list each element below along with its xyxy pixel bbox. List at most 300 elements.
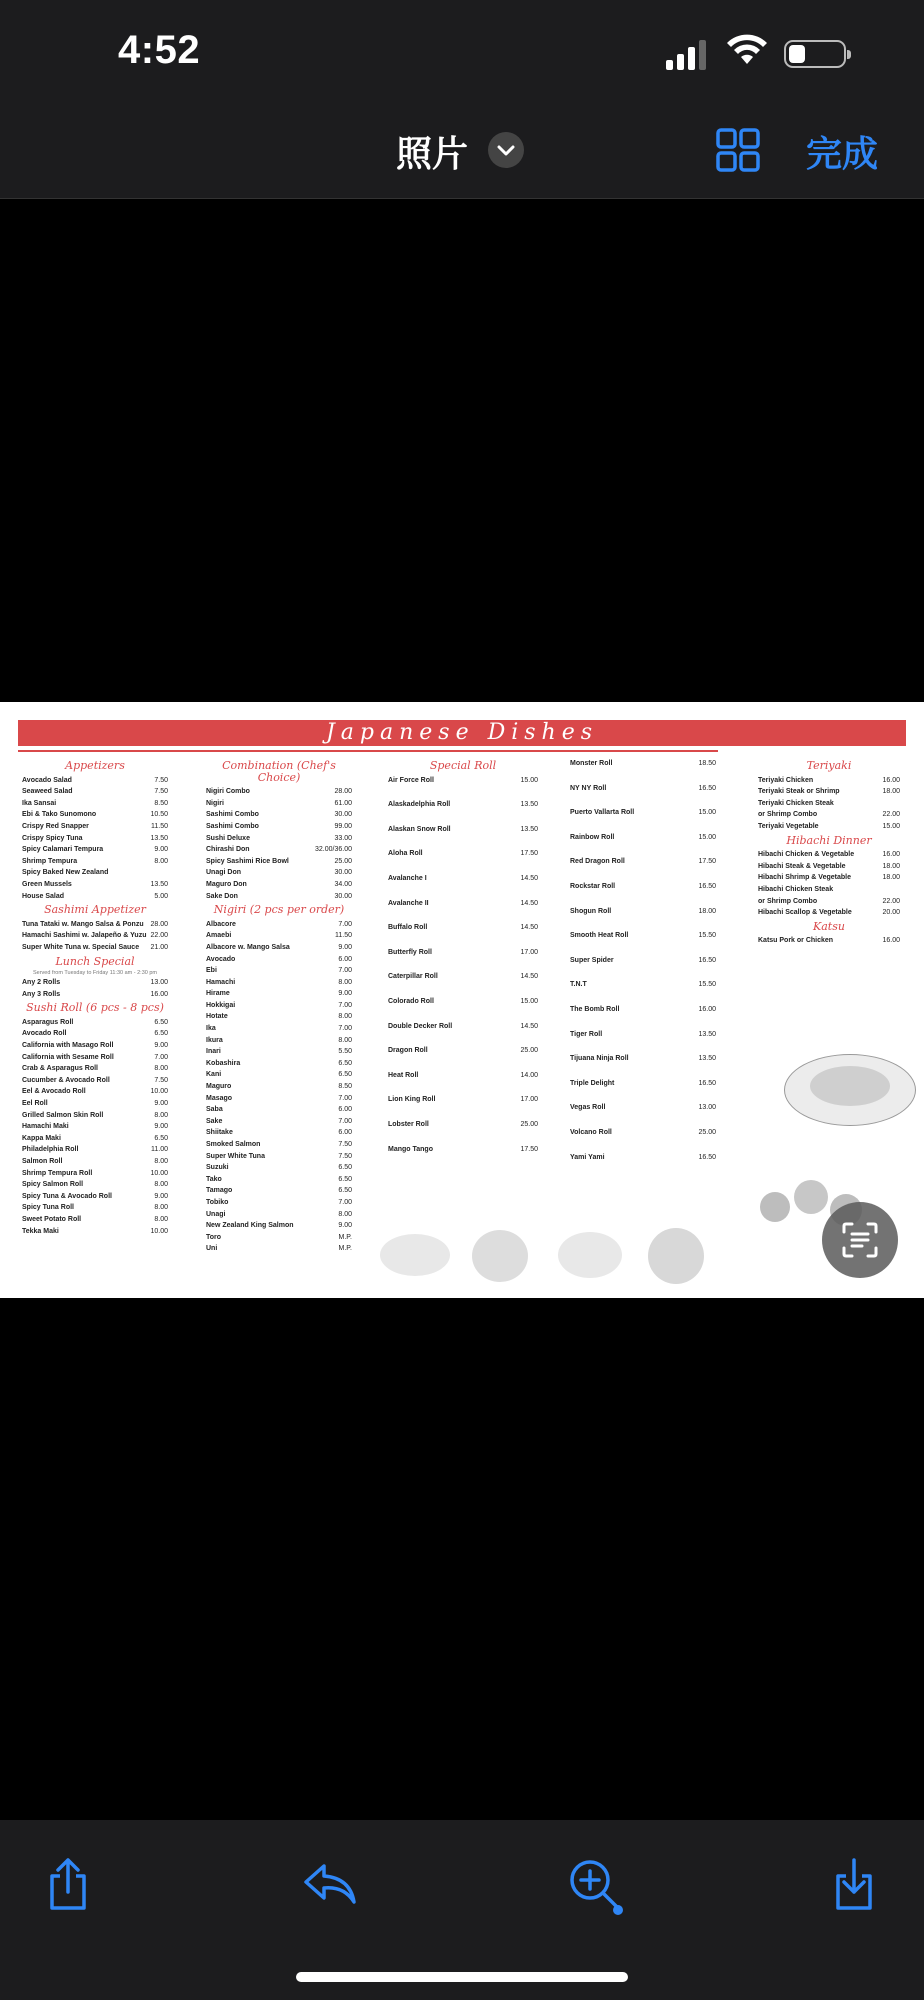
menu-item [206, 965, 352, 977]
menu-item [22, 879, 168, 891]
menu-item-price: 18.00 [698, 907, 716, 915]
menu-item-name: Shogun Roll [570, 907, 612, 915]
menu-item [206, 977, 352, 989]
menu-section-title: Hibachi Dinner [786, 833, 872, 847]
download-icon[interactable] [830, 1856, 878, 1912]
menu-item-name: Sashimi Combo [206, 822, 259, 830]
menu-item-name: Tijuana Ninja Roll [570, 1055, 629, 1063]
menu-section-title: Lunch Special [55, 954, 135, 968]
menu-item-price: 13.50 [150, 834, 168, 842]
menu-item-name: Spicy Calamari Tempura [22, 846, 104, 854]
menu-section-title: Sushi Roll (6 pcs - 8 pcs) [26, 1001, 164, 1015]
menu-item-name: Alaskan Snow Roll [388, 825, 451, 833]
menu-item [570, 1152, 716, 1164]
menu-item-price: 9.00 [154, 1192, 168, 1200]
menu-item-price: 9.00 [154, 846, 168, 854]
menu-item [570, 881, 716, 893]
menu-item [758, 809, 900, 821]
menu-item-name: Salmon Roll [22, 1158, 63, 1165]
menu-item [206, 1127, 352, 1139]
sushi-illustration-strip [380, 1224, 720, 1288]
home-indicator[interactable] [296, 1972, 628, 1982]
menu-item-name: Sashimi Combo [206, 811, 259, 819]
menu-item-description [388, 1106, 538, 1118]
menu-item [570, 1029, 716, 1041]
menu-item [206, 954, 352, 966]
menu-item-price: 5.50 [338, 1048, 352, 1056]
menu-item-price: 8.00 [154, 857, 168, 865]
menu-item [206, 1220, 352, 1232]
menu-item [388, 1070, 538, 1082]
menu-item [758, 935, 900, 947]
menu-item [206, 867, 352, 879]
menu-item [22, 1086, 168, 1098]
menu-item-name: Grilled Salmon Skin Roll [22, 1111, 104, 1119]
menu-item-price: 6.00 [338, 1106, 352, 1114]
menu-item [22, 1098, 168, 1110]
reply-icon[interactable] [300, 1856, 360, 1912]
menu-item-name: or Shrimp Combo [758, 811, 818, 819]
menu-item [206, 1058, 352, 1070]
menu-item-price: 7.00 [338, 1198, 352, 1206]
menu-item-name: Philadelphia Roll [22, 1146, 79, 1154]
menu-column-2 [206, 758, 352, 1255]
menu-item-price: 15.00 [882, 822, 900, 830]
menu-item [22, 867, 168, 879]
menu-item-price: 6.50 [154, 1018, 168, 1026]
menu-item-description [570, 991, 716, 1003]
menu-item-price: 9.00 [154, 1123, 168, 1131]
live-text-button[interactable] [822, 1202, 898, 1278]
menu-item [570, 783, 716, 795]
menu-item [22, 1226, 168, 1238]
menu-item-name: Sweet Potato Roll [22, 1215, 82, 1223]
menu-item-name: Nigiri [206, 799, 224, 807]
menu-item-price: 9.00 [338, 990, 352, 998]
menu-item-name: Crispy Red Snapper [22, 822, 89, 830]
menu-item-price: 14.00 [520, 1071, 538, 1079]
menu-item-name: Spicy Tuna Roll [22, 1204, 74, 1212]
menu-item-price: 7.50 [338, 1141, 352, 1148]
menu-item-name: Smooth Heat Roll [570, 932, 629, 940]
menu-item-name: Unagi Don [206, 869, 241, 877]
done-button[interactable]: 完成 [806, 133, 879, 174]
menu-item [388, 922, 538, 934]
menu-item [206, 942, 352, 954]
menu-item-price: 9.00 [338, 943, 352, 951]
menu-item [22, 1179, 168, 1191]
menu-item-name: Amaebi [206, 932, 232, 940]
menu-item [570, 979, 716, 991]
menu-item-description [570, 1114, 716, 1126]
menu-item-price: 8.00 [338, 1210, 352, 1218]
menu-item-name: Lion King Roll [388, 1096, 436, 1104]
menu-item-price: 10.50 [150, 811, 168, 819]
menu-item-price: 22.00 [882, 897, 900, 905]
menu-item-price: 6.00 [338, 955, 352, 963]
menu-item-price: 15.00 [698, 809, 716, 817]
menu-item-price: 7.00 [154, 1053, 168, 1061]
menu-item [22, 1028, 168, 1040]
menu-item [388, 996, 538, 1008]
menu-item-price: 16.50 [698, 1153, 716, 1161]
menu-item [570, 930, 716, 942]
menu-item-name: Rockstar Roll [570, 882, 616, 890]
menu-banner-title: Japanese Dishes [325, 720, 599, 745]
grid-icon[interactable] [716, 128, 760, 172]
menu-item-price: 6.50 [338, 1164, 352, 1172]
status-bar [0, 0, 924, 110]
menu-item-name: Vegas Roll [570, 1104, 606, 1112]
menu-item-name: Hibachi Steak & Vegetable [758, 862, 846, 870]
menu-item-description [570, 1040, 716, 1052]
menu-item [22, 1133, 168, 1145]
menu-section-title: Nigiri (2 pcs per order) [213, 903, 345, 917]
menu-item-price: 7.00 [338, 967, 352, 975]
menu-item [206, 1081, 352, 1093]
menu-item-price: 7.00 [338, 1001, 352, 1009]
menu-item-description [388, 934, 538, 946]
menu-item-description [388, 1008, 538, 1020]
menu-item-price: 32.00/36.00 [315, 846, 352, 854]
menu-item-name: Rainbow Roll [570, 833, 615, 841]
menu-item-price: 7.00 [338, 1094, 352, 1102]
menu-item [206, 1185, 352, 1197]
menu-item-price: 9.00 [154, 1042, 168, 1050]
menu-item-price: 14.50 [520, 924, 538, 932]
menu-item-price: 16.00 [882, 851, 900, 859]
menu-item-name: Shrimp Tempura Roll [22, 1169, 93, 1177]
menu-item-name: Shiitake [206, 1129, 233, 1137]
menu-item-name: Buffalo Roll [388, 924, 428, 932]
menu-item [388, 898, 538, 910]
menu-item [206, 844, 352, 856]
menu-item [206, 1011, 352, 1023]
chevron-down-icon[interactable] [488, 132, 524, 168]
menu-item-description [570, 1065, 716, 1077]
menu-item-price: 13.50 [520, 825, 538, 833]
menu-item-price: 16.50 [698, 956, 716, 964]
menu-section-title: Katsu [813, 919, 845, 933]
menu-item-price: M.P. [338, 1233, 352, 1241]
menu-item-name: House Salad [22, 892, 65, 900]
menu-item-price: 30.00 [334, 811, 352, 819]
menu-item-price: 22.00 [882, 811, 900, 819]
menu-item [758, 872, 900, 884]
menu-column-4 [570, 758, 716, 1176]
menu-item-price: 18.50 [698, 760, 716, 767]
menu-item [758, 798, 900, 810]
menu-item [206, 1139, 352, 1151]
menu-item-price: 16.00 [882, 937, 900, 945]
menu-item-name: Cucumber & Avocado Roll [22, 1076, 110, 1084]
menu-item-name: or Shrimp Combo [758, 897, 818, 905]
banner-rule [18, 750, 718, 752]
menu-item-description [388, 909, 538, 921]
menu-item-price: 13.50 [520, 801, 538, 809]
menu-item-name: Sushi Deluxe [206, 834, 250, 842]
menu-item-price: 8.00 [154, 1215, 168, 1223]
menu-item-description [570, 1089, 716, 1101]
menu-item-price: 17.50 [520, 1145, 538, 1153]
menu-item-name: Ebi & Tako Sunomono [22, 811, 97, 819]
menu-column-3 [388, 758, 538, 1168]
menu-item-name: Hamachi [206, 978, 236, 986]
menu-item [22, 809, 168, 821]
menu-item [570, 1053, 716, 1065]
menu-item-name: Hokkigai [206, 1001, 236, 1009]
menu-item [388, 1119, 538, 1131]
menu-item [206, 1209, 352, 1221]
menu-item [570, 856, 716, 868]
menu-item [206, 1162, 352, 1174]
menu-item-name: Unagi [206, 1210, 226, 1218]
menu-item-name: Ika Sansai [22, 799, 57, 807]
menu-item-price: 25.00 [520, 1047, 538, 1055]
menu-item-name: Avocado [206, 955, 236, 963]
menu-item-name: California with Masago Roll [22, 1042, 114, 1050]
menu-item [758, 849, 900, 861]
menu-item [206, 821, 352, 833]
menu-item-price: 14.50 [520, 973, 538, 981]
menu-item [570, 955, 716, 967]
menu-item-name: Caterpillar Roll [388, 973, 438, 981]
menu-item [206, 1151, 352, 1163]
menu-item-description [570, 1016, 716, 1028]
menu-item-price: 15.00 [698, 833, 716, 841]
menu-item [206, 1174, 352, 1186]
menu-item [388, 1144, 538, 1156]
menu-item-name: Saba [206, 1106, 223, 1114]
menu-item-price: 6.50 [338, 1059, 352, 1067]
menu-item-name: Kani [206, 1071, 222, 1079]
menu-item-description [570, 966, 716, 978]
menu-item-name: Red Dragon Roll [570, 858, 625, 866]
menu-item [22, 833, 168, 845]
menu-item-description [570, 893, 716, 905]
menu-item-price: 18.00 [882, 788, 900, 796]
menu-item-price: 15.50 [698, 981, 716, 989]
menu-item-price: 13.50 [150, 880, 168, 888]
menu-item-name: Butterfly Roll [388, 948, 432, 956]
menu-item-price: 11.50 [335, 932, 352, 940]
menu-item-name: Hirame [206, 990, 230, 998]
menu-item-price: 7.50 [338, 1152, 352, 1160]
menu-item-price: 16.00 [882, 776, 900, 784]
menu-item-name: Tako [206, 1175, 222, 1183]
menu-item-price: 6.50 [338, 1071, 352, 1079]
menu-item-name: Toro [206, 1233, 222, 1241]
menu-item-name: Sake Don [206, 892, 238, 900]
menu-item-name: Shrimp Tempura [22, 857, 78, 865]
menu-item-price: 28.00 [150, 920, 168, 928]
menu-item-price: M.P. [338, 1245, 352, 1253]
menu-item-name: Suzuki [206, 1164, 229, 1172]
menu-item-price: 7.50 [154, 776, 168, 784]
menu-item [22, 1214, 168, 1226]
menu-item-name: Teriyaki Chicken [758, 776, 814, 784]
menu-item [570, 832, 716, 844]
menu-item-name: Super White Tuna w. Special Sauce [22, 943, 140, 951]
menu-item-name: California with Sesame Roll [22, 1053, 114, 1061]
menu-item-price: 16.00 [150, 990, 168, 998]
menu-item-price: 13.50 [698, 1055, 716, 1063]
menu-item-price: 34.00 [334, 880, 352, 888]
menu-item [206, 833, 352, 845]
menu-item [206, 919, 352, 931]
live-text-icon [822, 1202, 898, 1278]
menu-item [206, 1035, 352, 1047]
menu-item [22, 1191, 168, 1203]
menu-item-price: 8.00 [154, 1065, 168, 1073]
menu-item [22, 856, 168, 868]
menu-item [388, 1094, 538, 1106]
menu-item-name: Eel & Avocado Roll [22, 1088, 86, 1096]
menu-item [388, 947, 538, 959]
menu-item-name: Maguro [206, 1083, 232, 1091]
menu-item-price: 15.00 [520, 776, 538, 784]
menu-item-name: Tuna Tataki w. Mango Salsa & Ponzu [22, 920, 144, 928]
zoom-in-icon[interactable] [566, 1856, 626, 1916]
menu-item [22, 977, 168, 989]
menu-item-price: 11.50 [151, 822, 168, 830]
menu-banner [18, 720, 906, 746]
menu-item-description [388, 958, 538, 970]
menu-item-name: Kappa Maki [22, 1134, 61, 1142]
menu-item-price: 10.00 [150, 1227, 168, 1235]
menu-item-name: Lobster Roll [388, 1120, 429, 1128]
menu-item-price: 28.00 [334, 788, 352, 796]
menu-item-description [388, 1032, 538, 1044]
menu-item [22, 930, 168, 942]
menu-item-price: 17.00 [520, 948, 538, 956]
menu-item [206, 1197, 352, 1209]
menu-item-price: 17.50 [698, 858, 716, 866]
menu-item [22, 891, 168, 903]
menu-item-price: 25.00 [520, 1120, 538, 1128]
menu-item-price: 16.50 [698, 882, 716, 890]
menu-item [22, 1156, 168, 1168]
menu-item-name: Volcano Roll [570, 1128, 612, 1136]
album-title[interactable]: 照片 [396, 133, 469, 174]
menu-item-name: Ikura [206, 1036, 223, 1044]
menu-item [22, 942, 168, 954]
menu-item-name: Hibachi Shrimp & Vegetable [758, 874, 851, 882]
menu-item [388, 824, 538, 836]
menu-item-name: Albacore w. Mango Salsa [206, 943, 290, 951]
menu-item [206, 879, 352, 891]
menu-item-name: The Bomb Roll [570, 1005, 620, 1013]
menu-item-description [570, 868, 716, 880]
menu-item [206, 1023, 352, 1035]
menu-item [570, 807, 716, 819]
menu-item-name: Ebi [206, 967, 217, 975]
menu-item-price: 6.50 [338, 1187, 352, 1195]
menu-section-title: Combination (Chef's Choice) [222, 759, 336, 784]
menu-item-name: Mango Tango [388, 1145, 433, 1153]
menu-item-price: 6.50 [154, 1030, 168, 1038]
menu-item-name: Uni [206, 1245, 218, 1253]
menu-item-description [570, 819, 716, 831]
menu-item-name: Colorado Roll [388, 997, 434, 1005]
menu-item-name: NY NY Roll [570, 784, 607, 792]
signal-icon [666, 40, 710, 70]
menu-item [388, 1021, 538, 1033]
menu-item-price: 10.00 [150, 1088, 168, 1096]
menu-item-price: 10.00 [150, 1169, 168, 1177]
menu-item-price: 22.00 [150, 932, 169, 940]
menu-item-name: Tobiko [206, 1198, 229, 1206]
menu-item [22, 798, 168, 810]
menu-item-name: Teriyaki Vegetable [758, 822, 819, 830]
menu-item-name: Super White Tuna [206, 1152, 265, 1160]
menu-item-description [388, 1057, 538, 1069]
menu-item-name: Spicy Tuna & Avocado Roll [22, 1192, 112, 1200]
menu-item-description [388, 860, 538, 872]
menu-item [206, 809, 352, 821]
menu-item-description [388, 1155, 538, 1167]
menu-item-name: Kobashira [206, 1059, 241, 1067]
menu-item-price: 30.00 [334, 869, 352, 877]
menu-item-name: Teriyaki Chicken Steak [758, 799, 834, 807]
menu-item-name: Puerto Vallarta Roll [570, 809, 635, 817]
menu-item [758, 896, 900, 908]
menu-section-title: Sashimi Appetizer [44, 903, 146, 917]
menu-item-price: 18.00 [882, 874, 900, 882]
menu-item [22, 1052, 168, 1064]
menu-item [22, 989, 168, 1001]
menu-item [206, 786, 352, 798]
menu-item-price: 8.00 [154, 1158, 168, 1165]
menu-item-price: 8.00 [338, 1013, 352, 1021]
menu-item-price: 8.50 [154, 799, 168, 807]
menu-item-price: 61.00 [334, 799, 352, 807]
menu-item [206, 798, 352, 810]
menu-item-price: 13.50 [698, 1030, 716, 1038]
menu-item [758, 907, 900, 919]
menu-item-name: Hotate [206, 1013, 228, 1021]
menu-item-name: Tekka Maki [22, 1227, 59, 1235]
menu-item-price: 18.00 [882, 862, 900, 870]
menu-item [22, 1110, 168, 1122]
menu-item-name: Sake [206, 1117, 223, 1125]
menu-item-price: 13.00 [150, 979, 168, 987]
menu-item [758, 775, 900, 787]
share-icon[interactable] [44, 1856, 92, 1912]
menu-item [22, 1121, 168, 1133]
menu-item [206, 1046, 352, 1058]
menu-item-name: Hamachi Sashimi w. Jalapeño & Yuzu [22, 932, 147, 940]
menu-item-name: Hamachi Maki [22, 1123, 69, 1131]
menu-item-name: Tiger Roll [570, 1030, 603, 1038]
menu-item [206, 930, 352, 942]
menu-item-price: 11.00 [151, 1146, 168, 1154]
menu-item-name: Masago [206, 1094, 233, 1102]
menu-item-name: Spicy Sashimi Rice Bowl [206, 857, 289, 865]
menu-item-description [570, 794, 716, 806]
menu-item [758, 861, 900, 873]
menu-photo[interactable] [0, 702, 924, 1298]
menu-item-price: 8.00 [154, 1111, 168, 1119]
menu-item-description [388, 1131, 538, 1143]
menu-item [22, 844, 168, 856]
menu-item-price: 14.50 [520, 874, 538, 882]
menu-item-name: Double Decker Roll [388, 1022, 453, 1030]
menu-item-price: 16.50 [698, 784, 716, 792]
menu-item-price: 6.50 [338, 1175, 352, 1183]
menu-item-description [388, 786, 538, 798]
menu-item [388, 873, 538, 885]
